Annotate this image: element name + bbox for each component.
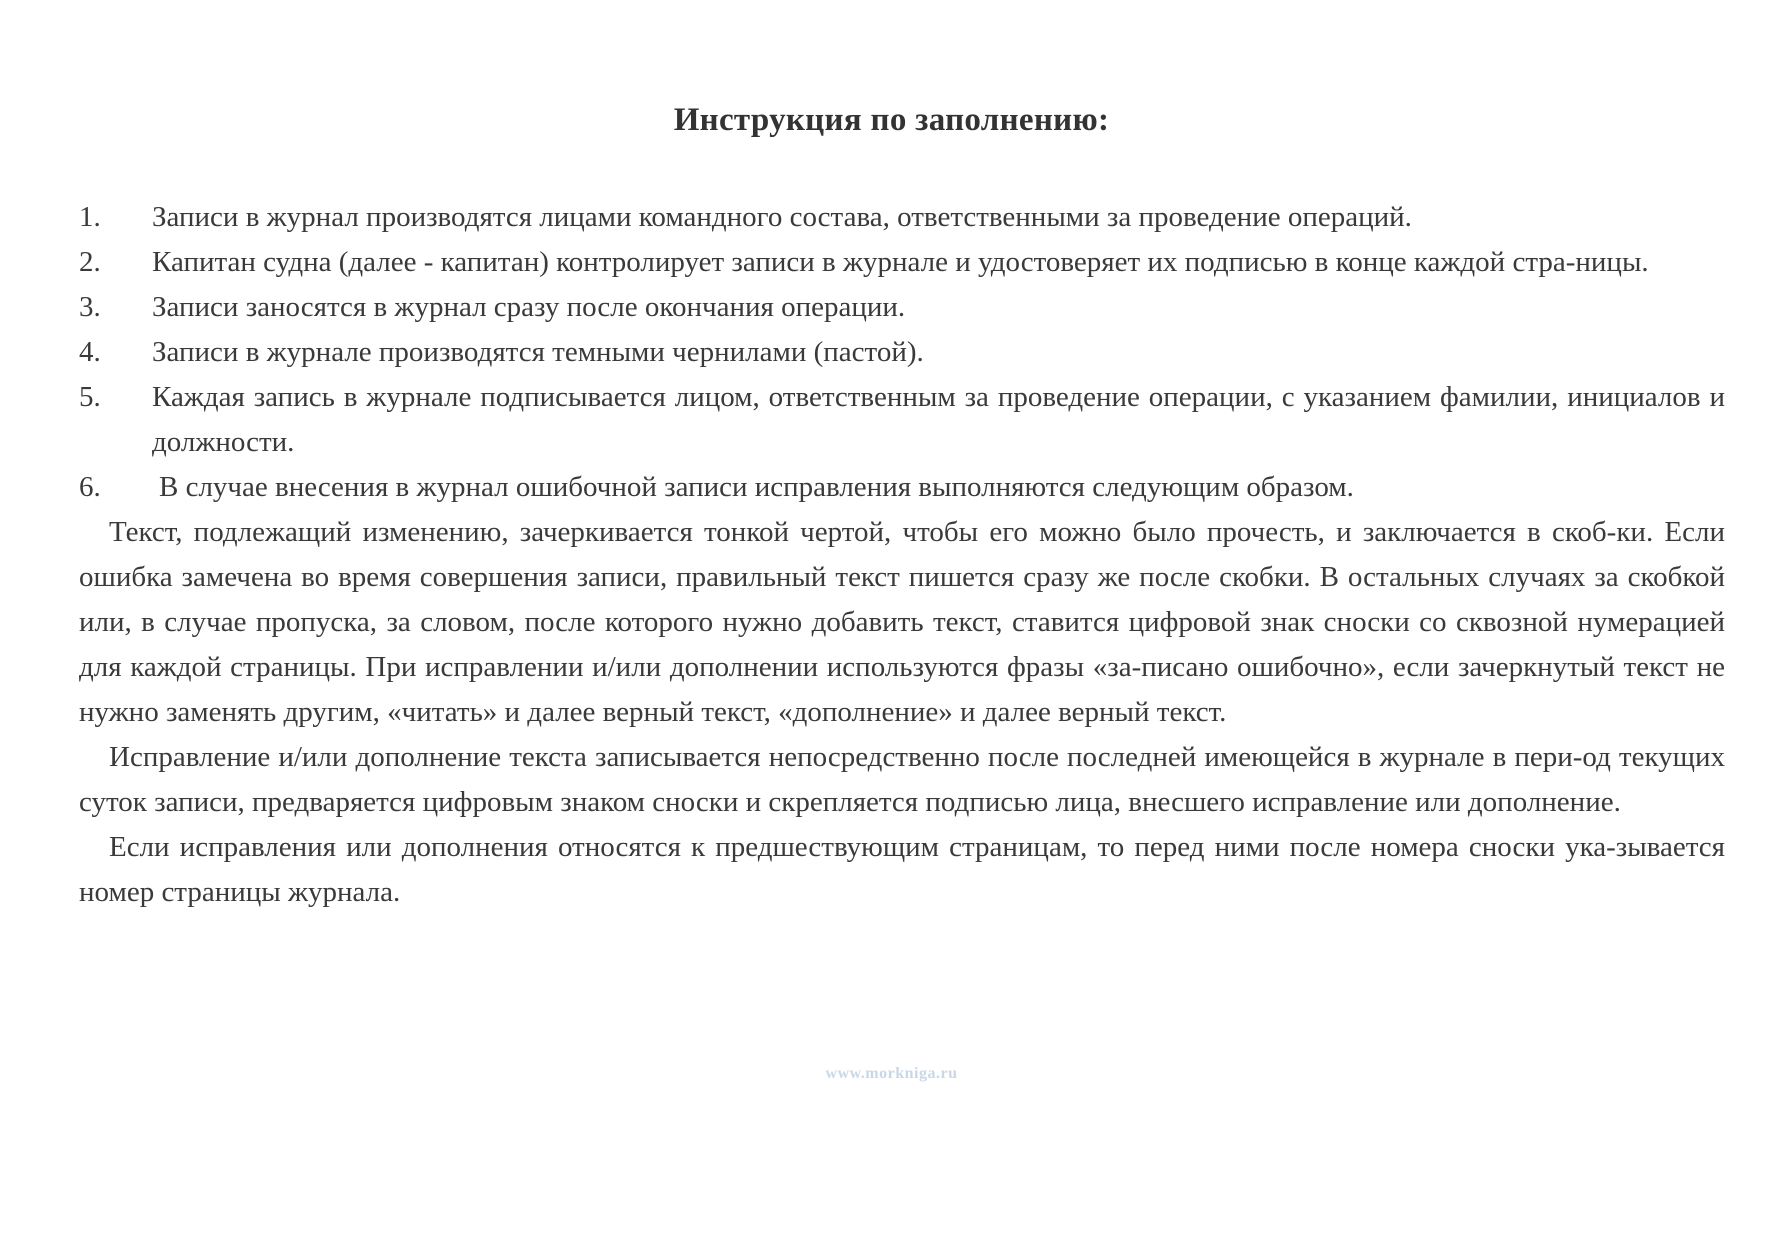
list-item-number: 2. xyxy=(79,246,101,278)
instructions-body xyxy=(79,195,1725,915)
list-item-text: В случае внесения в журнал ошибочной записи исправления выполняются следующим образом. xyxy=(159,471,1354,503)
list-item-number: 4. xyxy=(79,336,101,368)
body-paragraph: Если исправления или дополнения относятся к предшествующим страницам, то перед ними после номера сноски ука-зывается номер страницы журнала. xyxy=(79,831,1725,908)
list-item-text: Записи в журнале производятся темными чернилами (пастой). xyxy=(152,336,924,368)
watermark: www.morkniga.ru xyxy=(825,1065,958,1082)
list-item-text: Капитан судна (далее - капитан) контролирует записи в журнале и удостоверяет их подписью в конце каждой стра-ницы. xyxy=(152,246,1649,278)
body-paragraph: Исправление и/или дополнение текста записывается непосредственно после последней имеющейся в журнале в пери-од текущих суток записи, предваряется цифровым знаком сноски и скрепляется подписью лица, внесшего исправление или дополнение. xyxy=(79,741,1725,818)
list-item-text: Каждая запись в журнале подписывается лицом, ответственным за проведение операции, с указанием фамилии, инициалов и должности. xyxy=(152,381,1725,458)
list-item-number: 5. xyxy=(79,381,101,413)
list-item xyxy=(79,330,1725,375)
list-item xyxy=(79,375,1725,465)
list-item-text: Записи заносятся в журнал сразу после окончания операции. xyxy=(152,291,906,323)
list-item-number: 3. xyxy=(79,291,101,323)
body-paragraph: Текст, подлежащий изменению, зачеркивается тонкой чертой, чтобы его можно было прочесть, и заключается в скоб-ки. Если ошибка замечена во время совершения записи, правильный текст пишется сразу же после скобки. В остальных случаях за скобкой или, в случае пропуска, за словом, после которого нужно добавить текст, ставится цифровой знак сноски со сквозной нумерацией для каждой страницы. При исправлении и/или дополнении используются фразы «за-писано ошибочно», если зачеркнутый текст не нужно заменять другим, «читать» и далее верный текст, «дополнение» и далее верный текст. xyxy=(79,516,1725,728)
list-item-number: 1. xyxy=(79,201,101,233)
list-item xyxy=(79,240,1725,285)
list-item xyxy=(79,195,1725,240)
list-item xyxy=(79,285,1725,330)
list-item-number: 6. xyxy=(79,471,101,503)
list-item xyxy=(79,465,1725,510)
page-title: Инструкция по заполнению: xyxy=(673,102,1110,138)
list-item-text: Записи в журнал производятся лицами командного состава, ответственными за проведение операций. xyxy=(152,201,1412,233)
